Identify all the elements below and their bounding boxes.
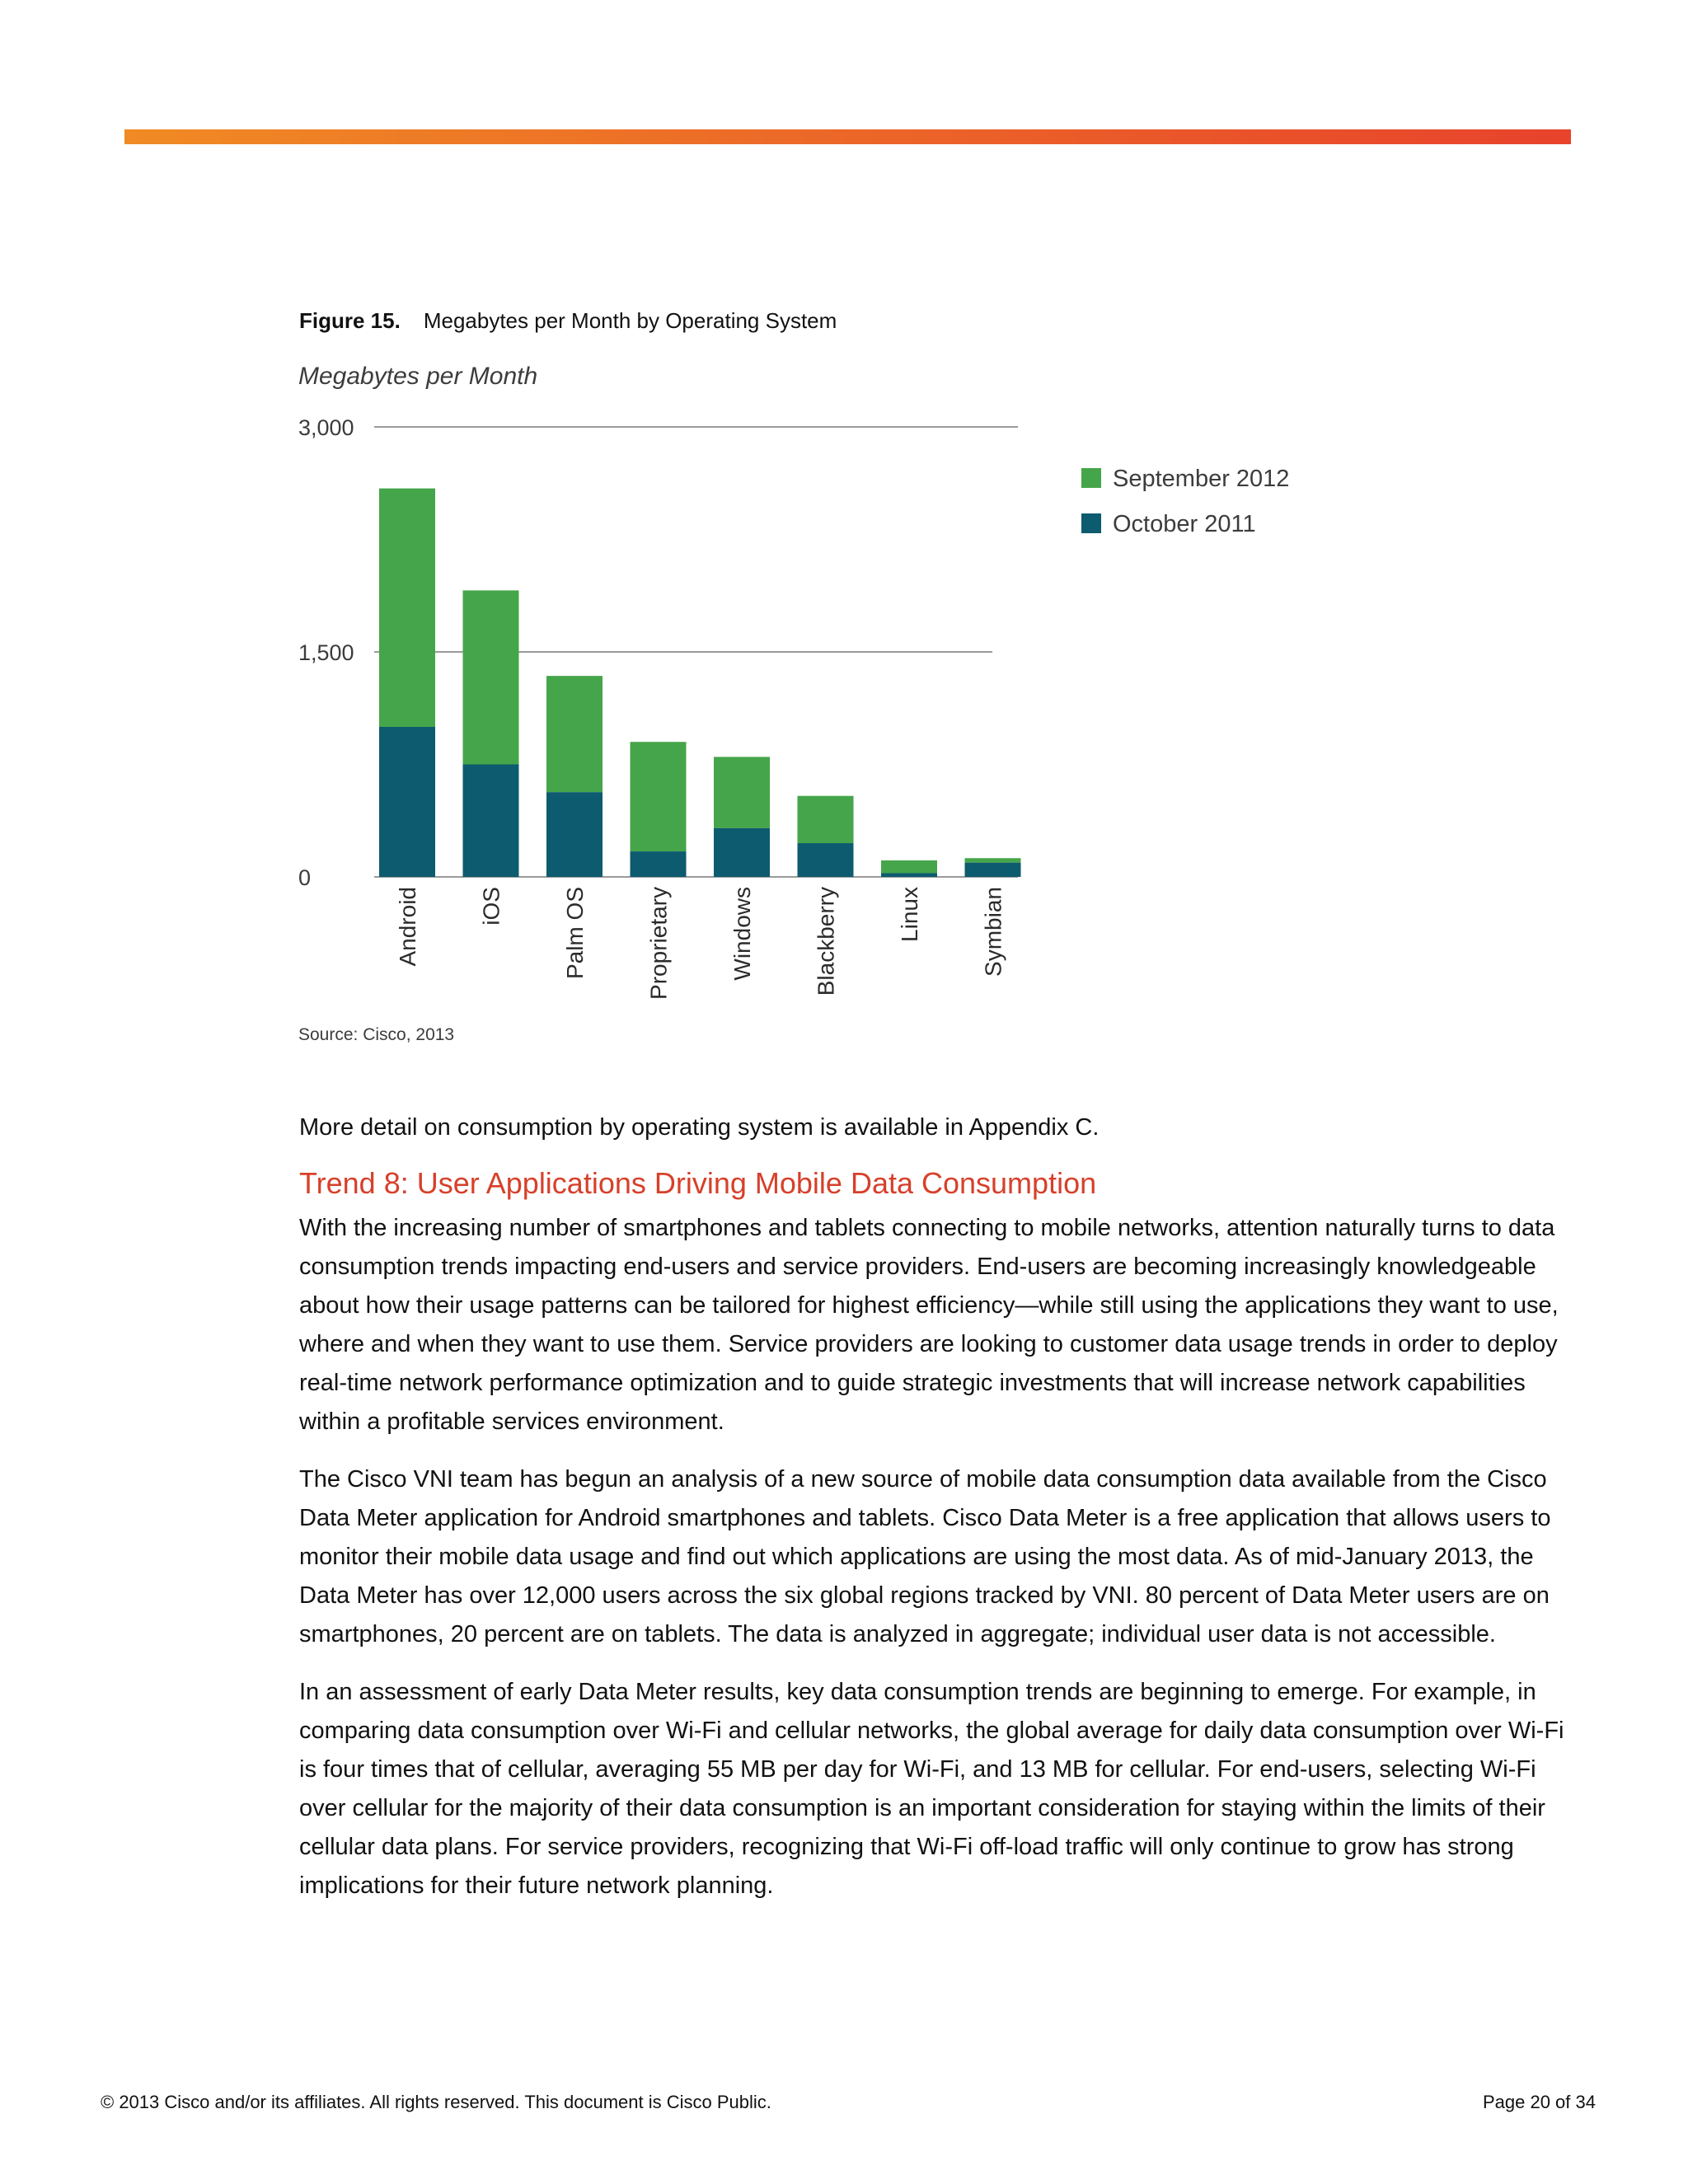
figure-number: Figure 15.	[299, 308, 401, 333]
paragraph-2: The Cisco VNI team has begun an analysis of a new source of mobile data consumption data available from the Cisco Data Meter application for Android smartphones and tablets. Cisco Data Meter is a free application that allows users to monitor their mobile data usage and find out which applications are using the most data. As of mid-January 2013, the Data Meter has over 12,000 users across the six global regions tracked by VNI. 80 percent of Data Meter users are on smartphones, 20 percent are on tablets. The data is analyzed in aggregate; individual user data is not accessible.	[299, 1466, 1551, 1647]
paragraph-1: With the increasing number of smartphones and tablets connecting to mobile networks, attention naturally turns to data consumption trends impacting end-users and service providers. End-users are becoming increasingly knowledgeable about how their usage patterns can be tailored for highest efficiency—while still using the applications they want to use, where and when they want to use them. Service providers are looking to customer data usage trends in order to deploy real-time network performance optimization and to guide strategic investments that will increase network capabilities within a profitable services environment.	[299, 1215, 1559, 1435]
bar-oct2011-ios	[463, 765, 519, 878]
chart-source: Source: Cisco, 2013	[298, 1025, 455, 1044]
bar-sep2012-windows	[714, 757, 770, 827]
bar-oct2011-proprietary	[631, 851, 687, 877]
x-tick-label: Linux	[897, 887, 922, 942]
bar-oct2011-palm-os	[546, 792, 603, 877]
x-tick-label: Windows	[729, 887, 755, 981]
bar-oct2011-android	[379, 727, 435, 877]
bar-sep2012-android	[379, 489, 435, 727]
bar-oct2011-blackberry	[798, 843, 854, 877]
x-tick-label: Proprietary	[645, 887, 672, 1000]
x-tick-label: Android	[395, 887, 420, 967]
y-tick-label: 1,500	[298, 640, 354, 665]
bar-oct2011-windows	[714, 828, 770, 877]
bar-chart	[288, 354, 1360, 1055]
legend-label: September 2012	[1113, 466, 1290, 492]
appendix-note: More detail on consumption by operating system is available in Appendix C.	[299, 1114, 1100, 1141]
chart-x-ticks	[395, 887, 1006, 1000]
bar-sep2012-symbian	[965, 858, 1021, 862]
bar-sep2012-palm-os	[546, 676, 603, 792]
footer-copyright: © 2013 Cisco and/or its affiliates. All rights reserved. This document is Cisco Public.	[101, 2092, 771, 2112]
chart-bars	[379, 489, 1021, 877]
bar-oct2011-linux	[881, 873, 937, 877]
paragraph-3: In an assessment of early Data Meter results, key data consumption trends are beginning to emerge. For example, in comparing data consumption over Wi-Fi and cellular networks, the global average for daily data consumption over Wi-Fi is four times that of cellular, averaging 55 MB per day for Wi-Fi, and 13 MB for cellular. For end-users, selecting Wi-Fi over cellular for the majority of their data consumption is an important consideration for staying within the limits of their cellular data plans. For service providers, recognizing that Wi-Fi off-load traffic will only continue to grow has strong implications for their future network planning.	[299, 1679, 1564, 1899]
chart-ylabel: Megabytes per Month	[298, 363, 538, 390]
bar-oct2011-symbian	[965, 863, 1021, 877]
figure-caption	[299, 308, 837, 334]
body-text	[299, 1108, 1585, 1924]
bar-sep2012-ios	[463, 590, 519, 764]
legend-swatch	[1081, 513, 1101, 533]
x-tick-label: Symbian	[980, 887, 1006, 977]
top-accent-bar	[124, 129, 1571, 144]
x-tick-label: Blackberry	[813, 887, 839, 996]
x-tick-label: iOS	[478, 887, 504, 926]
bar-sep2012-linux	[881, 860, 937, 873]
legend-label: October 2011	[1113, 511, 1256, 537]
trend-heading: Trend 8: User Applications Driving Mobile Data Consumption	[299, 1166, 1097, 1200]
bar-sep2012-blackberry	[798, 796, 854, 843]
y-tick-label: 3,000	[298, 415, 354, 440]
chart-y-ticks	[298, 415, 354, 890]
footer-page-number: Page 20 of 34	[1482, 2092, 1596, 2112]
x-tick-label: Palm OS	[562, 887, 588, 980]
legend-swatch	[1081, 468, 1101, 488]
figure-title: Megabytes per Month by Operating System	[423, 308, 837, 333]
chart-legend	[1081, 466, 1289, 537]
y-tick-label: 0	[298, 865, 312, 890]
bar-sep2012-proprietary	[631, 742, 687, 851]
chart-container	[288, 354, 1360, 1059]
